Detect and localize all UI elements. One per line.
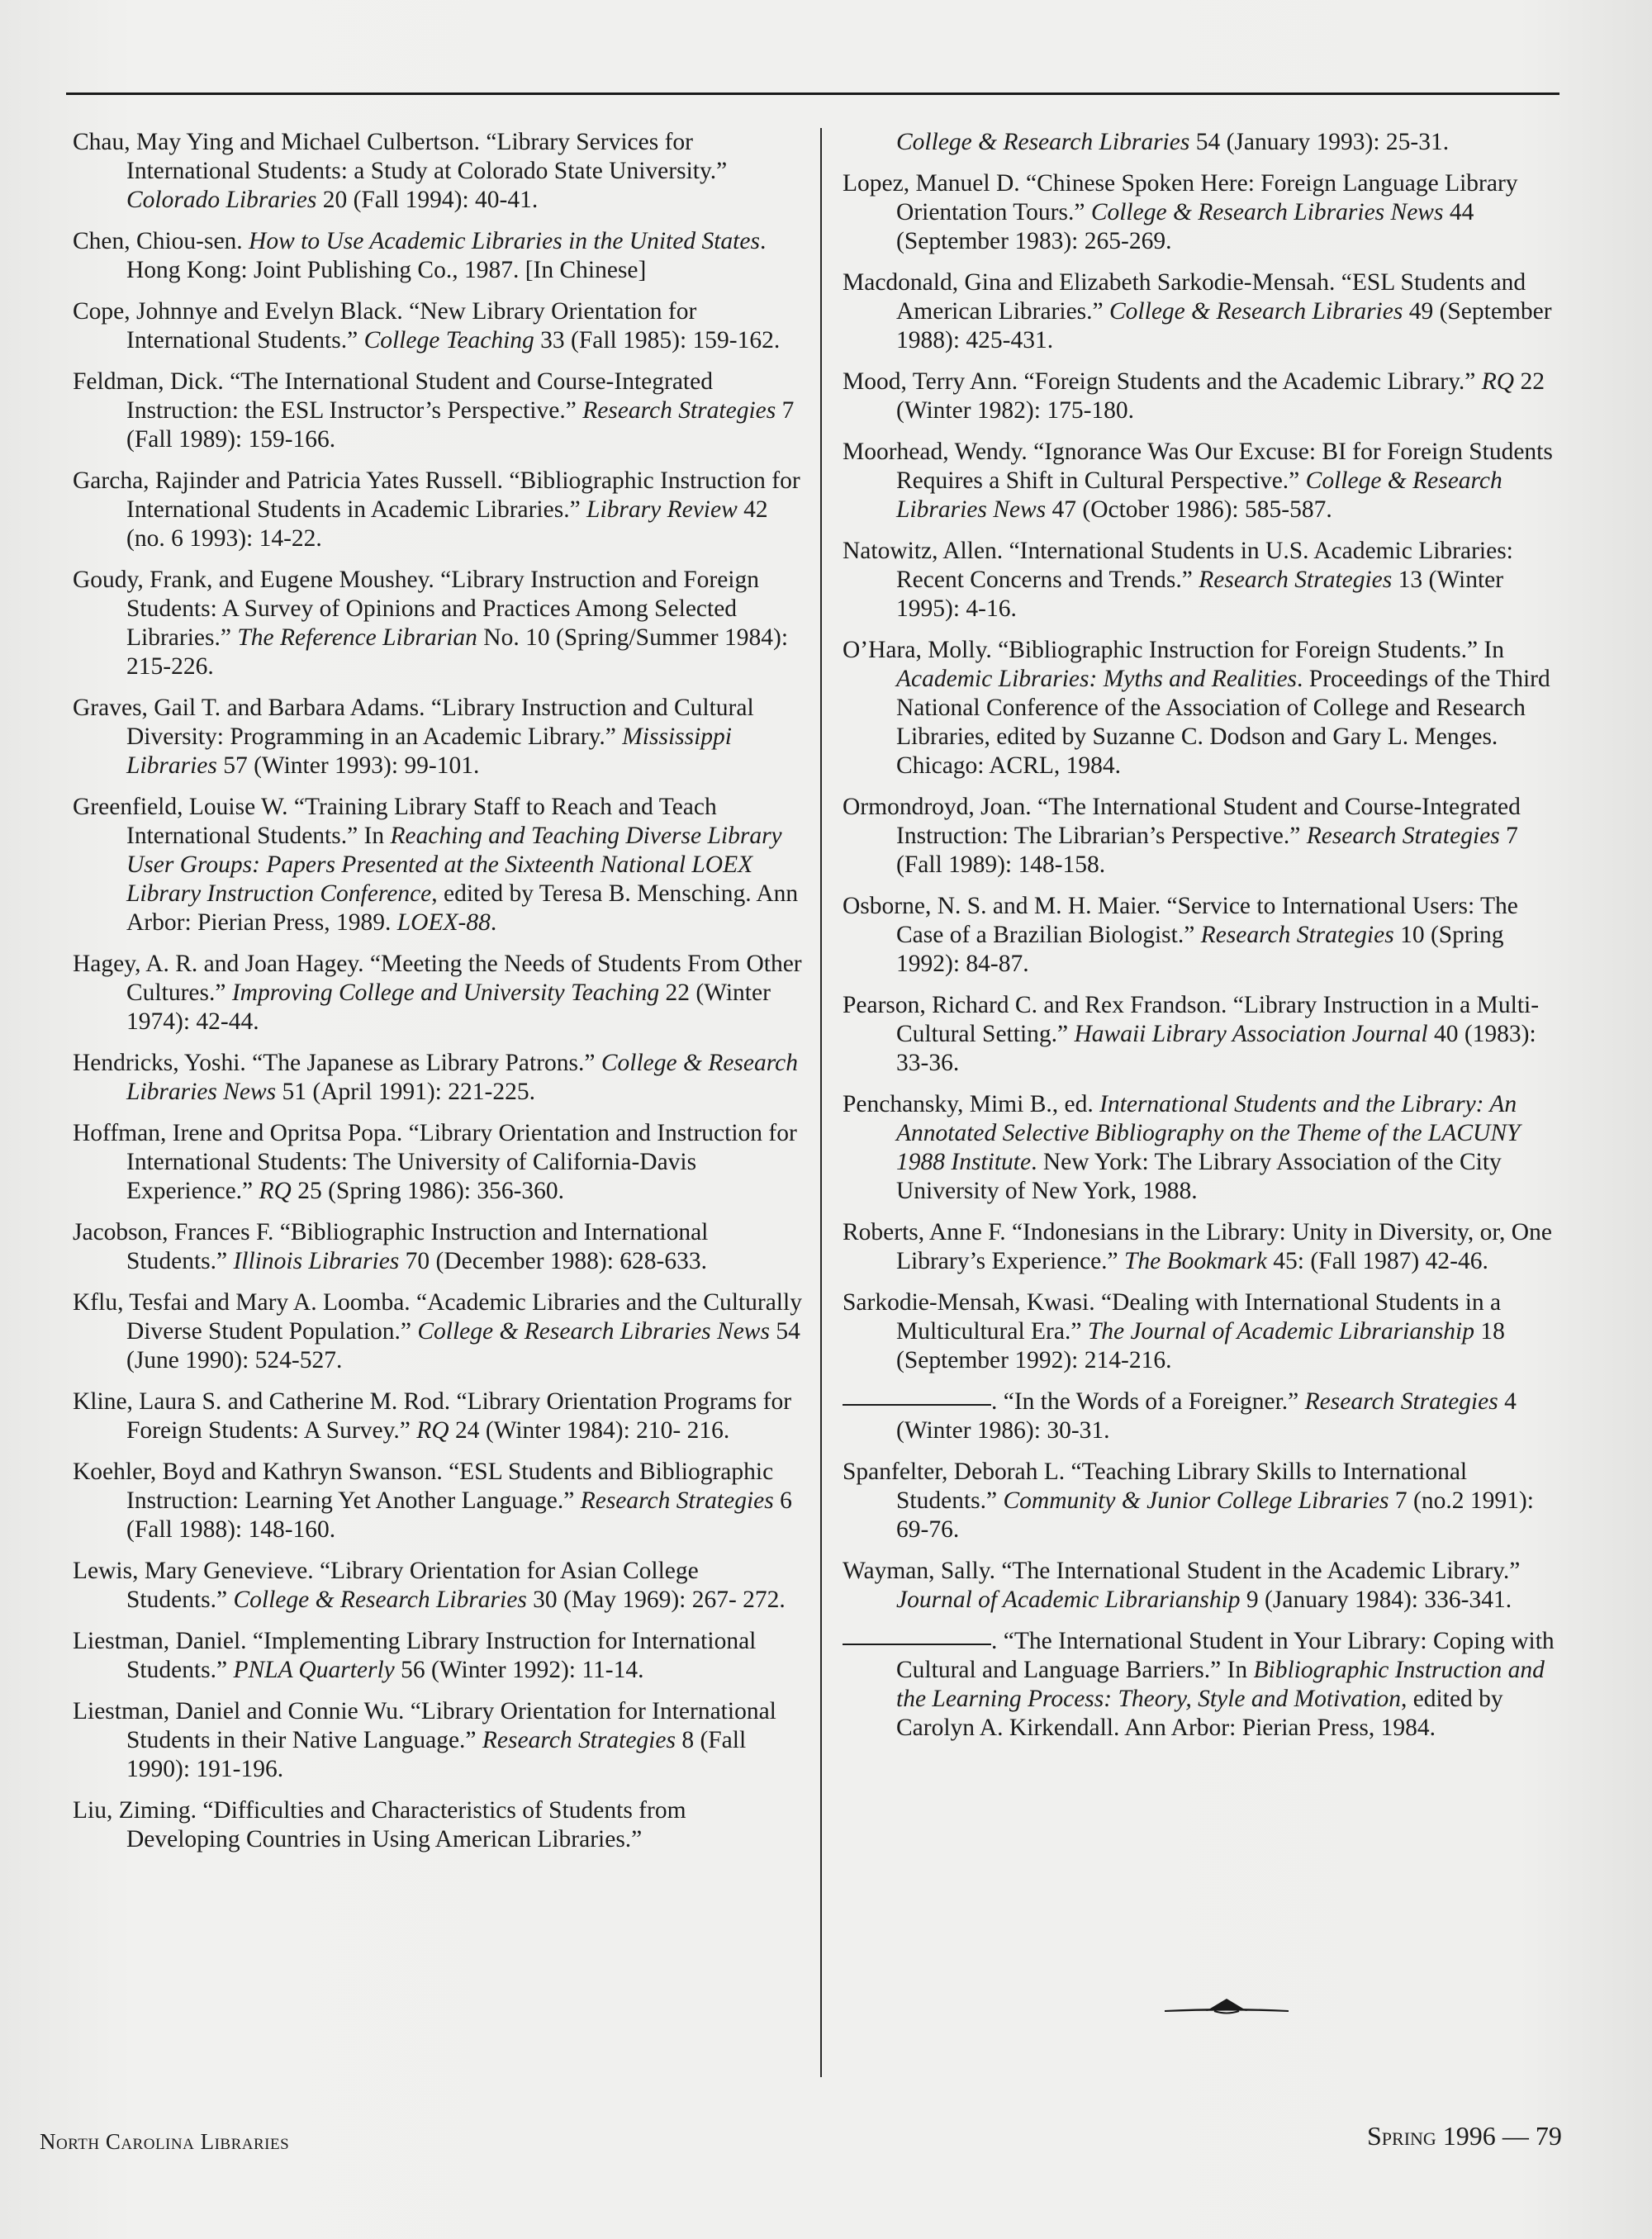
entry-text: Natowitz, Allen. “International Students in U.S. Academic Libraries: Recent Concerns and Trends.”	[843, 538, 1513, 593]
entry-text: 24 (Winter 1984): 210- 216.	[449, 1417, 730, 1444]
entry-text: Lopez, Manuel D. “Chinese Spoken Here: Foreign Language Library Orientation Tours.”	[843, 170, 1518, 225]
entry-text: , edited by Teresa B. Mensching. Ann Arbor: Pierian Press, 1989.	[126, 880, 799, 936]
bibliography-entry	[73, 566, 804, 681]
entry-text: Hagey, A. R. and Joan Hagey. “Meeting the Needs of Students From Other Cultures.”	[73, 951, 802, 1006]
entry-title: College & Research Libraries	[1109, 298, 1403, 325]
entry-text: 20 (Fall 1994): 40-41.	[316, 187, 539, 213]
repeated-author-dash	[843, 1644, 991, 1645]
bibliography-entry	[73, 694, 804, 780]
entry-title: RQ	[259, 1178, 292, 1204]
entry-title: Research Strategies	[1306, 823, 1500, 849]
entry-title: RQ	[416, 1417, 449, 1444]
entry-text: 8 (Fall 1990): 191-196.	[126, 1727, 747, 1782]
entry-title: Improving College and University Teaching	[231, 980, 660, 1006]
footer-issue: Spring 1996	[1367, 2121, 1496, 2151]
bibliography-entry	[73, 1119, 804, 1206]
entry-title: College Teaching	[363, 327, 534, 353]
entry-text: 25 (Spring 1986): 356-360.	[291, 1178, 565, 1204]
entry-text: O’Hara, Molly. “Bibliographic Instruction for Foreign Students.” In	[843, 637, 1504, 663]
entry-text: Penchansky, Mimi B., ed.	[843, 1091, 1100, 1117]
entry-title: Library Review	[586, 496, 738, 523]
bibliography-entry	[73, 128, 804, 215]
entry-text: 47 (October 1986): 585-587.	[1046, 496, 1332, 523]
bibliography-entry	[73, 1697, 804, 1784]
bibliography-entry	[843, 1557, 1569, 1615]
entry-title: Research Strategies	[1199, 567, 1393, 593]
section-end-ornament	[1165, 1995, 1289, 2017]
entry-title: Research Strategies	[1304, 1388, 1498, 1415]
entry-text: Garcha, Rajinder and Patricia Yates Russell. “Bibliographic Instruction for International Students in Academic Libraries.”	[73, 467, 800, 523]
entry-title: Research Strategies	[582, 397, 776, 424]
entry-title: College & Research Libraries	[896, 129, 1190, 155]
footer-separator: —	[1502, 2121, 1529, 2151]
entry-title: Reaching and Teaching Diverse Library User Groups: Papers Presented at the Sixteenth National LOEX Library Instruction Conference	[126, 823, 782, 907]
bibliography-entry	[73, 297, 804, 355]
entry-title: Research Strategies	[482, 1727, 676, 1753]
entry-text: 13 (Winter 1995): 4-16.	[896, 567, 1504, 622]
entry-text: Jacobson, Frances F. “Bibliographic Instruction and International Students.”	[73, 1219, 709, 1274]
entry-text: 9 (January 1984): 336-341.	[1240, 1587, 1512, 1613]
entry-text: 49 (September 1988): 425-431.	[896, 298, 1552, 353]
entry-title: College & Research Libraries	[233, 1587, 527, 1613]
bibliography-entry	[843, 892, 1569, 979]
entry-text: 7 (no.2 1991): 69-76.	[896, 1487, 1534, 1543]
entry-title: LOEX-88	[396, 909, 491, 936]
entry-text: Liestman, Daniel and Connie Wu. “Library Orientation for International Students in their Native Language.”	[73, 1698, 776, 1753]
entry-text: Liestman, Daniel. “Implementing Library Instruction for International Students.”	[73, 1628, 757, 1683]
entry-text: Koehler, Boyd and Kathryn Swanson. “ESL Students and Bibliographic Instruction: Learning Yet Another Language.”	[73, 1459, 774, 1514]
bibliography-entry	[73, 1288, 804, 1375]
entry-text: Mood, Terry Ann. “Foreign Students and the Academic Library.”	[843, 368, 1482, 395]
entry-title: Illinois Libraries	[233, 1248, 400, 1274]
entry-text: Sarkodie-Mensah, Kwasi. “Dealing with International Students in a Multicultural Era.”	[843, 1289, 1502, 1345]
entry-text: Liu, Ziming. “Difficulties and Characteristics of Students from Developing Countries in Using American Libraries.”	[73, 1797, 686, 1852]
entry-title: Research Strategies	[580, 1487, 774, 1514]
entry-text: 54 (June 1990): 524-527.	[126, 1318, 800, 1373]
bibliography-entry	[73, 1049, 804, 1107]
entry-title: International Students and the Library: An Annotated Selective Bibliography on the Theme of the LACUNY 1988 Institute	[896, 1091, 1521, 1175]
bibliography-entry	[843, 793, 1569, 880]
entry-text: 40 (1983): 33-36.	[896, 1021, 1536, 1076]
entry-title: College & Research Libraries News	[417, 1318, 770, 1345]
entry-text: 22 (Winter 1974): 42-44.	[126, 980, 771, 1035]
entry-text: 10 (Spring 1992): 84-87.	[896, 922, 1504, 977]
entry-text: . New York: The Library Association of the City University of New York, 1988.	[896, 1149, 1502, 1204]
bibliography-entry	[843, 1627, 1569, 1743]
bibliography-entry	[73, 1627, 804, 1685]
bibliography-entry	[843, 268, 1569, 355]
entry-title: Bibliographic Instruction and the Learning Process: Theory, Style and Motivation	[896, 1657, 1545, 1712]
entry-text: . Proceedings of the Third National Conference of the Association of College and Research Libraries, edited by Suzanne C. Dodson and Gary L. Menges. Chicago: ACRL, 1984.	[896, 666, 1550, 779]
entry-title: Academic Libraries: Myths and Realities	[896, 666, 1298, 692]
entry-text: Chen, Chiou-sen.	[73, 228, 249, 254]
entry-title: Colorado Libraries	[126, 187, 317, 213]
entry-text: 4 (Winter 1986): 30-31.	[896, 1388, 1517, 1444]
entry-text: 44 (September 1983): 265-269.	[896, 199, 1474, 254]
entry-text: Lewis, Mary Genevieve. “Library Orientation for Asian College Students.”	[73, 1558, 699, 1613]
entry-title: The Journal of Academic Librarianship	[1087, 1318, 1474, 1345]
bibliography-entry	[843, 1090, 1569, 1206]
bibliography-entry	[843, 991, 1569, 1078]
entry-text: 6 (Fall 1988): 148-160.	[126, 1487, 792, 1543]
bibliography-entry	[73, 950, 804, 1036]
top-rule	[66, 93, 1559, 95]
entry-text: 56 (Winter 1992): 11-14.	[394, 1657, 644, 1683]
entry-text: Macdonald, Gina and Elizabeth Sarkodie-Mensah. “ESL Students and American Libraries.”	[843, 269, 1526, 325]
entry-title: RQ	[1481, 368, 1515, 395]
entry-text: 22 (Winter 1982): 175-180.	[896, 368, 1545, 424]
bibliography-entry	[73, 1458, 804, 1544]
entry-text: 54 (January 1993): 25-31.	[1189, 129, 1450, 155]
entry-text: Hendricks, Yoshi. “The Japanese as Library Patrons.”	[73, 1050, 601, 1076]
entry-text: 70 (December 1988): 628-633.	[399, 1248, 708, 1274]
entry-text: Ormondroyd, Joan. “The International Student and Course-Integrated Instruction: The Librarian’s Perspective.”	[843, 794, 1521, 849]
bibliography-entry	[73, 368, 804, 454]
entry-text: Graves, Gail T. and Barbara Adams. “Library Instruction and Cultural Diversity: Programming in an Academic Library.”	[73, 695, 754, 750]
entry-title: How to Use Academic Libraries in the United States	[249, 228, 760, 254]
bibliography-entry	[73, 467, 804, 553]
entry-title: PNLA Quarterly	[233, 1657, 395, 1683]
bibliography-entry	[843, 1388, 1569, 1445]
bibliography-entry	[843, 169, 1569, 256]
bibliography-entry	[843, 1458, 1569, 1544]
entry-text: . “The International Student in Your Library: Coping with Cultural and Language Barriers.” In	[896, 1628, 1555, 1683]
bibliography-entry	[843, 636, 1569, 780]
entry-text: , edited by Carolyn A. Kirkendall. Ann Arbor: Pierian Press, 1984.	[896, 1686, 1503, 1741]
entry-text: Chau, May Ying and Michael Culbertson. “Library Services for International Students: a Study at Colorado State University.”	[73, 129, 728, 184]
bibliography-entry	[843, 128, 1569, 157]
entry-title: Research Strategies	[1200, 922, 1394, 948]
bibliography-entry	[843, 537, 1569, 624]
bibliography-entry	[843, 368, 1569, 425]
entry-text: . Hong Kong: Joint Publishing Co., 1987. [In Chinese]	[126, 228, 767, 283]
bibliography-entry	[73, 1218, 804, 1276]
bibliography-right-column	[843, 128, 1569, 1755]
entry-title: Hawaii Library Association Journal	[1074, 1021, 1428, 1047]
entry-text: Cope, Johnnye and Evelyn Black. “New Library Orientation for International Students.”	[73, 298, 697, 353]
entry-title: Community & Junior College Libraries	[1003, 1487, 1389, 1514]
bibliography-entry	[73, 793, 804, 937]
entry-text: 42 (no. 6 1993): 14-22.	[126, 496, 768, 552]
entry-text: Kflu, Tesfai and Mary A. Loomba. “Academic Libraries and the Culturally Diverse Student Population.”	[73, 1289, 802, 1345]
column-divider	[820, 128, 822, 2077]
entry-text: 30 (May 1969): 267- 272.	[526, 1587, 786, 1613]
bibliography-entry	[73, 1557, 804, 1615]
repeated-author-dash	[843, 1404, 991, 1406]
entry-text: . “In the Words of a Foreigner.”	[991, 1388, 1305, 1415]
entry-text: 33 (Fall 1985): 159-162.	[534, 327, 781, 353]
entry-text: Moorhead, Wendy. “Ignorance Was Our Excuse: BI for Foreign Students Requires a Shift in Cultural Perspective.”	[843, 439, 1553, 494]
entry-text: 57 (Winter 1993): 99-101.	[216, 752, 480, 779]
bibliography-entry	[843, 438, 1569, 524]
bibliography-entry	[843, 1288, 1569, 1375]
entry-text: 18 (September 1992): 214-216.	[896, 1318, 1505, 1373]
entry-title: College & Research Libraries News	[896, 467, 1502, 523]
entry-text: Goudy, Frank, and Eugene Moushey. “Library Instruction and Foreign Students: A Survey of Opinions and Practices Among Selected Libraries.”	[73, 567, 759, 651]
entry-text: Osborne, N. S. and M. H. Maier. “Service to International Users: The Case of a Brazilian Biologist.”	[843, 893, 1518, 948]
footer-page-number: 79	[1535, 2121, 1562, 2151]
footer-issue-page	[1367, 2121, 1562, 2151]
entry-text: Roberts, Anne F. “Indonesians in the Library: Unity in Diversity, or, One Library’s Experience.”	[843, 1219, 1552, 1274]
entry-title: Mississippi Libraries	[126, 723, 732, 779]
entry-text: Pearson, Richard C. and Rex Frandson. “Library Instruction in a Multi-Cultural Setting.”	[843, 992, 1540, 1047]
entry-title: The Bookmark	[1124, 1248, 1267, 1274]
bibliography-entry	[843, 1218, 1569, 1276]
bibliography-entry	[73, 1388, 804, 1445]
entry-text: 7 (Fall 1989): 159-166.	[126, 397, 795, 453]
bibliography-left-column	[73, 128, 804, 1867]
entry-text: Kline, Laura S. and Catherine M. Rod. “Library Orientation Programs for Foreign Students: A Survey.”	[73, 1388, 792, 1444]
entry-text: 45: (Fall 1987) 42-46.	[1266, 1248, 1488, 1274]
entry-text: 7 (Fall 1989): 148-158.	[896, 823, 1518, 878]
entry-text: Greenfield, Louise W. “Training Library Staff to Reach and Teach International Students.” In	[73, 794, 717, 849]
bibliography-entry	[73, 227, 804, 285]
footer-journal-name: North Carolina Libraries	[40, 2129, 290, 2154]
entry-text: Wayman, Sally. “The International Student in the Academic Library.”	[843, 1558, 1521, 1584]
entry-text: Feldman, Dick. “The International Student and Course-Integrated Instruction: the ESL Instructor’s Perspective.”	[73, 368, 713, 424]
entry-title: College & Research Libraries News	[126, 1050, 798, 1105]
entry-title: The Reference Librarian	[237, 624, 477, 651]
entry-text: Spanfelter, Deborah L. “Teaching Library Skills to International Students.”	[843, 1459, 1468, 1514]
entry-text: .	[490, 909, 497, 936]
entry-title: Journal of Academic Librarianship	[896, 1587, 1241, 1613]
bibliography-entry	[73, 1796, 804, 1854]
entry-title: College & Research Libraries News	[1090, 199, 1444, 225]
entry-text: 51 (April 1991): 221-225.	[276, 1079, 535, 1105]
entry-text: Hoffman, Irene and Opritsa Popa. “Library Orientation and Instruction for International Students: The University of California-Davis Experience.”	[73, 1120, 797, 1204]
entry-text: No. 10 (Spring/Summer 1984): 215-226.	[126, 624, 789, 680]
